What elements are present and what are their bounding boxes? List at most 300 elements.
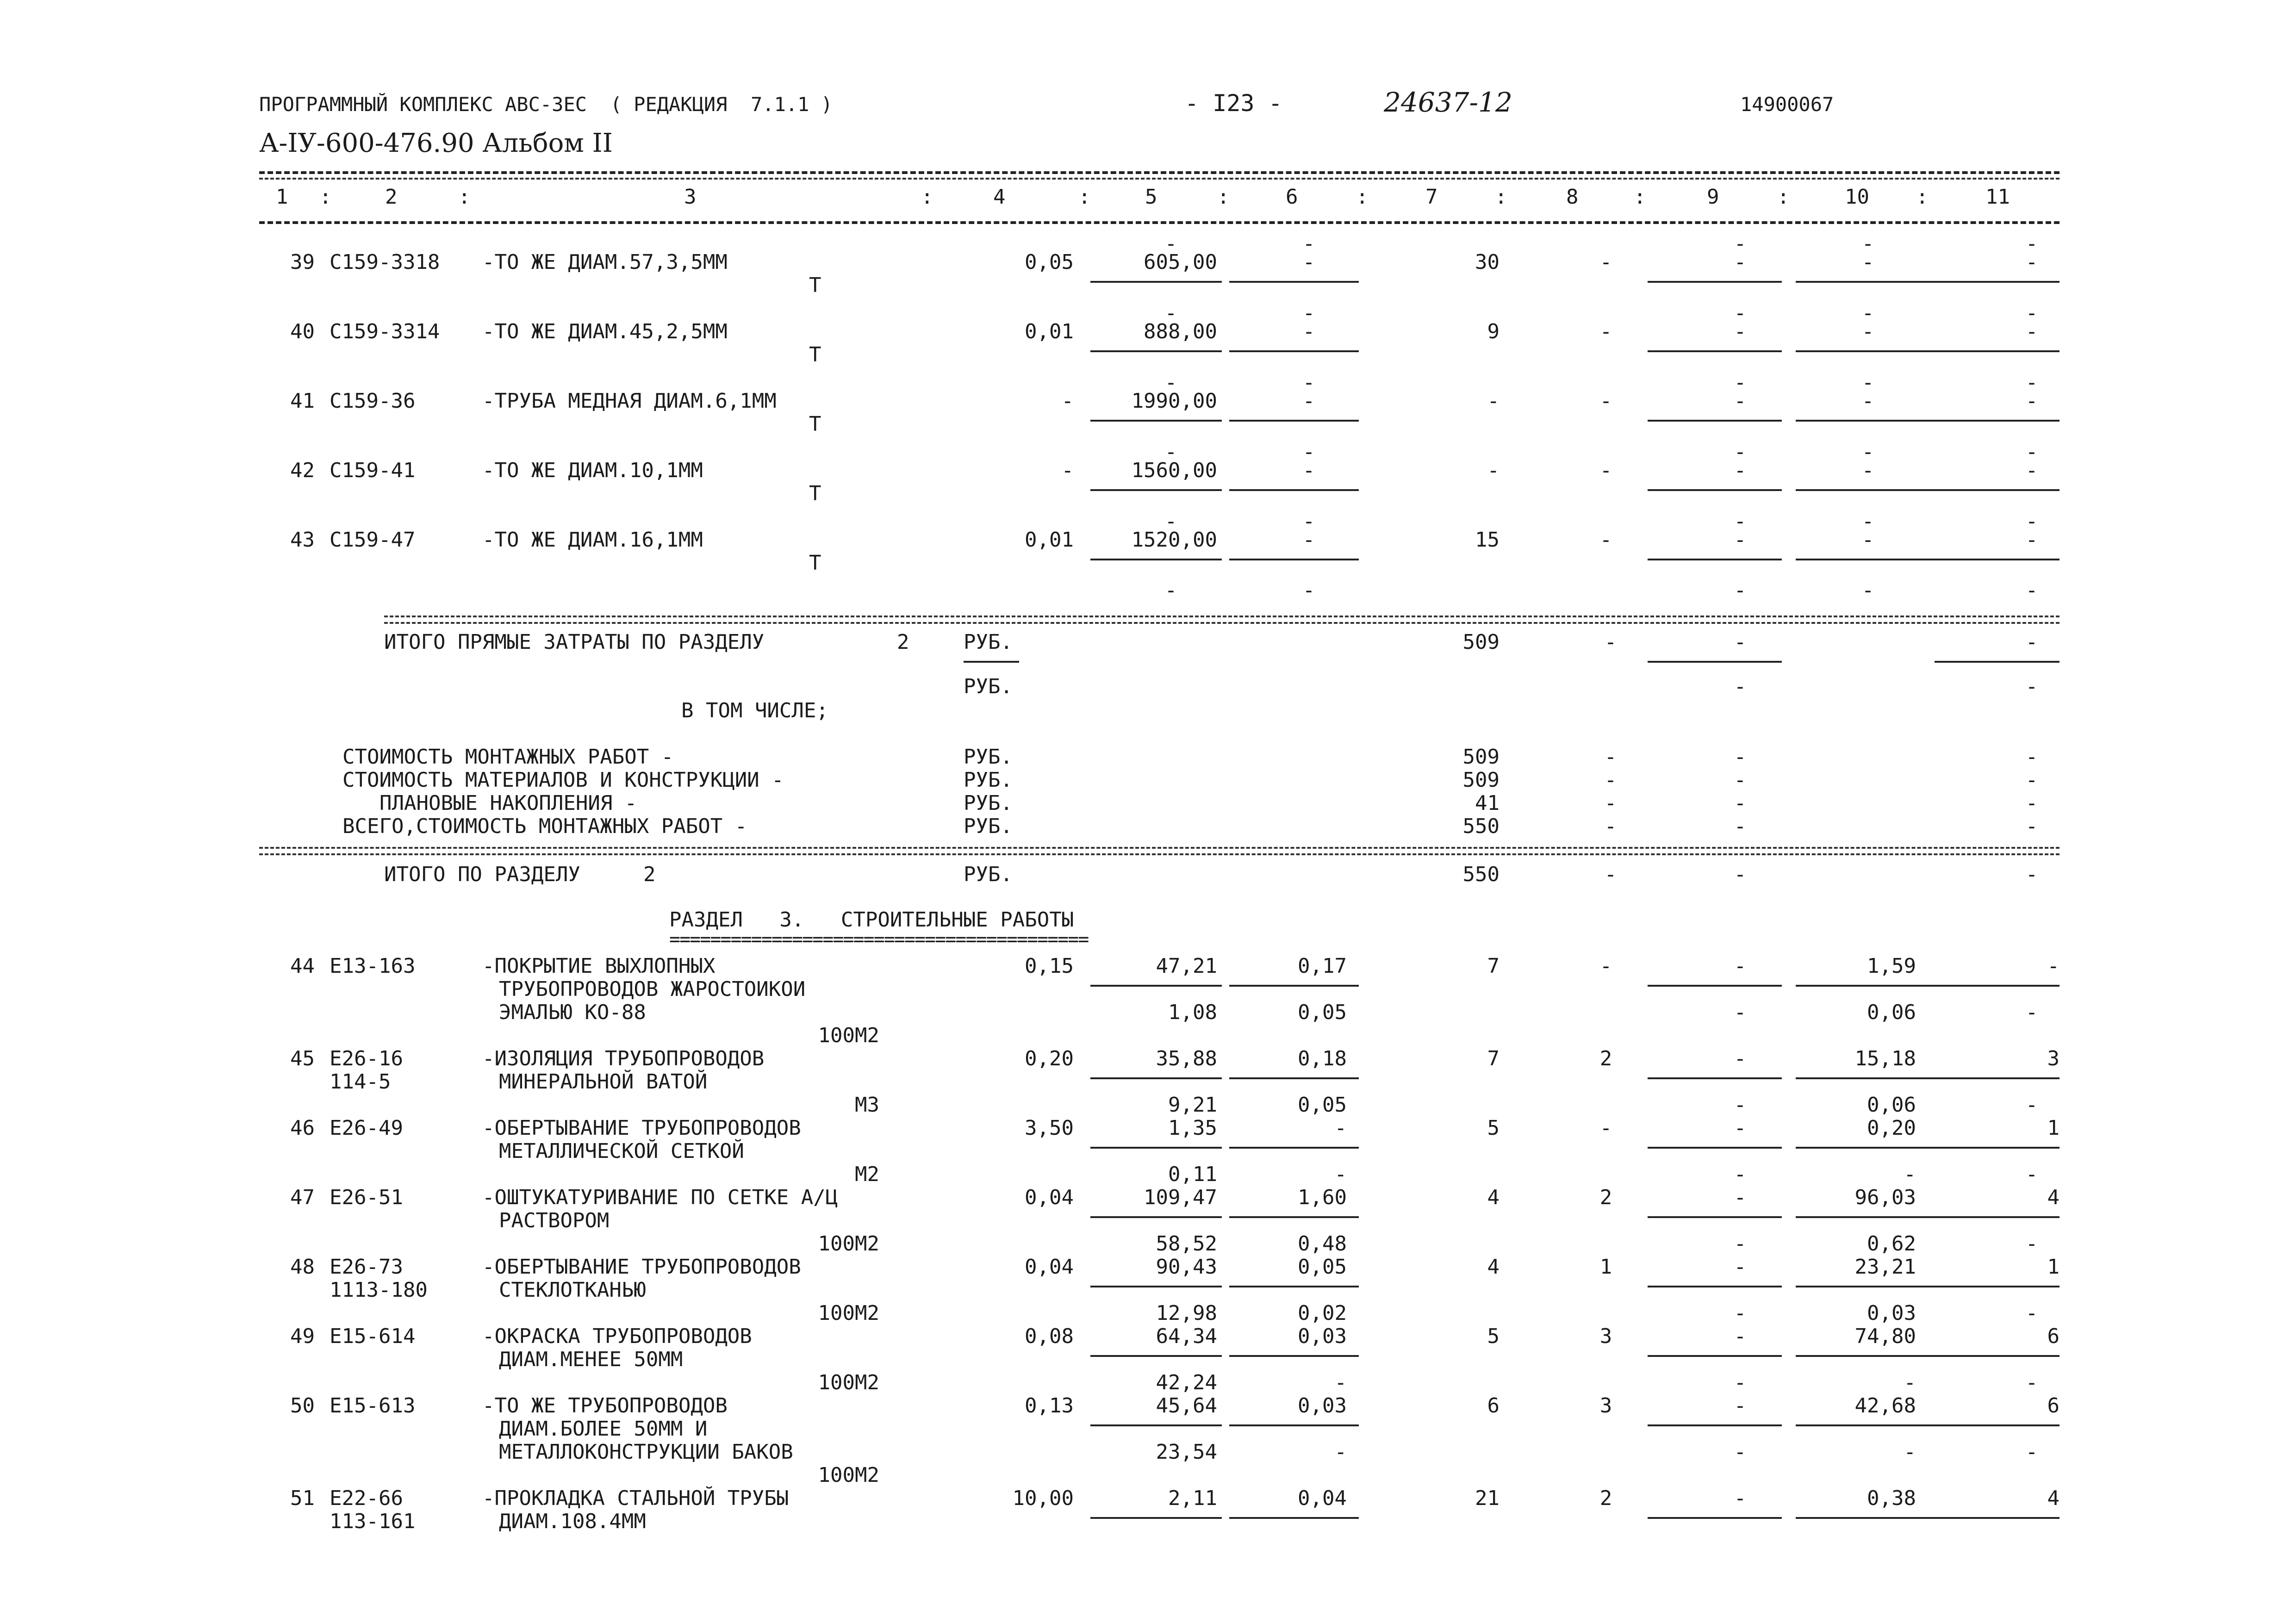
row-unit-cost: 35,88 — [1156, 1047, 1217, 1070]
row-col9: - — [1734, 1186, 1747, 1209]
row-col6: 0,04 — [1298, 1486, 1347, 1510]
col10-top-mark: - — [1861, 232, 1874, 255]
col6-top-mark: - — [1302, 510, 1315, 533]
row-underline — [1229, 1517, 1359, 1519]
row-col9-2: - — [1734, 1093, 1747, 1117]
row-col10: 74,80 — [1854, 1325, 1916, 1348]
col11-top-mark: - — [2025, 232, 2038, 255]
row-col6: 0,03 — [1298, 1394, 1347, 1418]
row-col9: - — [1734, 250, 1747, 274]
section-total-col8: - — [1604, 863, 1617, 886]
col6-top-mark: - — [1302, 232, 1315, 255]
row-underline — [1648, 1216, 1782, 1218]
row-description-2: МИНЕРАЛЬНОЙ ВАТОЙ — [499, 1070, 708, 1094]
column-header: 10 — [1845, 185, 1869, 209]
row-code: Е22-66 — [330, 1486, 403, 1510]
row-col7: 5 — [1487, 1116, 1500, 1140]
row-underline — [1796, 1355, 1935, 1357]
row-unit-cost: 47,21 — [1156, 954, 1217, 978]
row-col11: 1 — [2047, 1255, 2060, 1279]
row-description: -ПОКРЫТИЕ ВЫХЛОПНЫХ — [482, 954, 716, 978]
row-col11: 6 — [2047, 1325, 2060, 1348]
row-col9: - — [1734, 1047, 1747, 1070]
row-col6-2: 0,05 — [1298, 1001, 1347, 1024]
row-quantity: 0,05 — [1025, 250, 1074, 274]
row-code: С159-3314 — [330, 320, 440, 343]
row-number: 40 — [290, 320, 315, 343]
row-unit-cost-2: 9,21 — [1168, 1093, 1217, 1117]
row-underline — [1796, 281, 1935, 283]
page-number: - I23 - — [1185, 90, 1282, 117]
section-total-col11: - — [2025, 863, 2038, 886]
row-col9: - — [1734, 528, 1747, 552]
row-code-2: 113-161 — [330, 1510, 416, 1533]
row-number: 48 — [290, 1255, 315, 1279]
row-col6: - — [1302, 320, 1315, 343]
row-col10: 0,20 — [1867, 1116, 1916, 1140]
row-underline — [1935, 985, 2060, 987]
row-number: 50 — [290, 1394, 315, 1418]
row-col11: 4 — [2047, 1186, 2060, 1209]
row-code: Е13-163 — [330, 954, 416, 978]
document-code: 14900067 — [1740, 93, 1834, 116]
row-underline — [1935, 1517, 2060, 1519]
totals-line-col11: - — [2025, 768, 2038, 792]
row-number: 46 — [290, 1116, 315, 1140]
row-col11: - — [2025, 528, 2038, 552]
totals-line-col8: - — [1604, 745, 1617, 769]
row-underline — [1796, 559, 1935, 560]
row-col7: 6 — [1487, 1394, 1500, 1418]
column-separator: : — [1634, 185, 1646, 209]
row-underline — [1648, 559, 1782, 560]
row-description: -ТО ЖЕ ТРУБОПРОВОДОВ — [482, 1394, 728, 1418]
row-underline — [1935, 1286, 2060, 1287]
row-underline — [1935, 1216, 2060, 1218]
row-number: 45 — [290, 1047, 315, 1070]
table-top-rule — [259, 171, 2060, 174]
col11-top-mark: - — [2025, 301, 2038, 325]
row-col9: - — [1734, 1325, 1747, 1348]
direct-costs-unit: РУБ. — [964, 630, 1013, 654]
row-underline — [1796, 1517, 1935, 1519]
row-underline — [1935, 1077, 2060, 1079]
row-col7: - — [1487, 459, 1500, 482]
row-col9: - — [1734, 320, 1747, 343]
row-quantity: 0,01 — [1025, 320, 1074, 343]
row-quantity: 0,08 — [1025, 1325, 1074, 1348]
row-unit: 100М2 — [818, 1371, 879, 1394]
row-number: 39 — [290, 250, 315, 274]
col9-top-mark: - — [1734, 371, 1747, 394]
row-unit-cost-2: 12,98 — [1156, 1301, 1217, 1325]
row-quantity: 3,50 — [1025, 1116, 1074, 1140]
row-col7: 15 — [1475, 528, 1500, 552]
row-number: 43 — [290, 528, 315, 552]
totals-line-unit: РУБ. — [964, 815, 1013, 838]
col10-tail-mark: - — [1861, 578, 1874, 602]
row-col9-2: - — [1734, 1301, 1747, 1325]
row-underline — [1090, 1355, 1222, 1357]
row-quantity: 0,04 — [1025, 1186, 1074, 1209]
row-number: 44 — [290, 954, 315, 978]
row-col6: - — [1334, 1116, 1347, 1140]
direct-costs-col9: - — [1734, 630, 1747, 654]
row-underline — [1796, 1077, 1935, 1079]
row-underline — [1090, 559, 1222, 560]
column-separator: : — [1916, 185, 1929, 209]
row-underline — [1796, 1286, 1935, 1287]
row-col11-2: - — [2025, 1001, 2038, 1024]
totals-line-label: ПЛАНОВЫЕ НАКОПЛЕНИЯ - — [380, 791, 637, 815]
row-code: С159-41 — [330, 459, 416, 482]
direct-costs-col8: - — [1604, 630, 1617, 654]
row-underline — [1648, 1517, 1782, 1519]
handwritten-number: 24637-12 — [1384, 87, 1512, 118]
totals-line-col8: - — [1604, 815, 1617, 838]
row-underline — [1090, 1517, 1222, 1519]
row-underline — [1229, 1424, 1359, 1426]
row-underline — [1935, 420, 2060, 422]
row-col10-2: - — [1904, 1440, 1916, 1464]
column-header: 9 — [1707, 185, 1719, 209]
row-unit-cost-2: 1,08 — [1168, 1001, 1217, 1024]
column-header: 3 — [684, 185, 697, 209]
row-description-2: МЕТАЛЛИЧЕСКОЙ СЕТКОЙ — [499, 1139, 744, 1163]
row-underline — [1090, 1147, 1222, 1149]
direct-costs-value: 509 — [1462, 630, 1500, 654]
row-col10: - — [1861, 320, 1874, 343]
row-col10: - — [1861, 250, 1874, 274]
totals-line-col8: - — [1604, 768, 1617, 792]
col5-top-mark: - — [1164, 371, 1177, 394]
row-description-2: СТЕКЛОТКАНЬЮ — [499, 1278, 646, 1302]
row-col11-2: - — [2025, 1440, 2038, 1464]
section3-underline: ========================================= — [669, 929, 1089, 950]
row-col9: - — [1734, 1486, 1747, 1510]
row-col6: 0,17 — [1298, 954, 1347, 978]
row-col8: - — [1599, 1116, 1612, 1140]
row-underline — [1090, 1286, 1222, 1287]
row-col9: - — [1734, 1394, 1747, 1418]
row-unit-cost-2: 0,11 — [1168, 1163, 1217, 1186]
row-underline — [1935, 489, 2060, 491]
row-col11: 4 — [2047, 1486, 2060, 1510]
column-separator: : — [1078, 185, 1091, 209]
row-description: -ТО ЖЕ ДИАМ.45,2,5ММ — [482, 320, 728, 343]
row-unit: Т — [809, 343, 821, 367]
row-description: -ТО ЖЕ ДИАМ.16,1ММ — [482, 528, 703, 552]
col11-top-mark: - — [2025, 440, 2038, 464]
row-number: 51 — [290, 1486, 315, 1510]
row-underline — [1229, 281, 1359, 283]
row-underline — [1796, 1147, 1935, 1149]
row-col6-2: - — [1334, 1163, 1347, 1186]
row-underline — [1796, 350, 1935, 352]
totals-line-label: СТОИМОСТЬ МАТЕРИАЛОВ И КОНСТРУКЦИИ - — [342, 768, 784, 792]
row-col7: 4 — [1487, 1255, 1500, 1279]
row-underline — [1796, 420, 1935, 422]
row-code: С159-3318 — [330, 250, 440, 274]
row-underline — [1090, 350, 1222, 352]
row-quantity: 0,20 — [1025, 1047, 1074, 1070]
row-col10-2: 0,62 — [1867, 1232, 1916, 1256]
row-col6: - — [1302, 250, 1315, 274]
row-col7: - — [1487, 389, 1500, 413]
row-unit-cost: 605,00 — [1144, 250, 1217, 274]
row-description-2: ДИАМ.МЕНЕЕ 50ММ — [499, 1348, 683, 1371]
header-bottom-rule — [259, 221, 2060, 224]
row-quantity: 0,15 — [1025, 954, 1074, 978]
row-col11: - — [2025, 250, 2038, 274]
row-col8: - — [1599, 320, 1612, 343]
row-description: -ОКРАСКА ТРУБОПРОВОДОВ — [482, 1325, 752, 1348]
row-description-2: РАСТВОРОМ — [499, 1209, 610, 1232]
section-total-rule-2 — [259, 853, 2060, 855]
section-total-section: 2 — [643, 863, 656, 886]
row-col8: - — [1599, 459, 1612, 482]
row-unit-cost-2: 42,24 — [1156, 1371, 1217, 1394]
row-col11: 6 — [2047, 1394, 2060, 1418]
row-col8: 3 — [1599, 1394, 1612, 1418]
column-header: 5 — [1145, 185, 1157, 209]
row-unit: М2 — [855, 1163, 879, 1186]
column-separator: : — [1217, 185, 1230, 209]
row-unit-cost: 1520,00 — [1131, 528, 1217, 552]
row-underline — [1935, 1147, 2060, 1149]
row-quantity: 0,01 — [1025, 528, 1074, 552]
row-col11-2: - — [2025, 1093, 2038, 1117]
row-underline — [1796, 1216, 1935, 1218]
row-code: Е26-16 — [330, 1047, 403, 1070]
row-underline — [1935, 1355, 2060, 1357]
row-col7: 9 — [1487, 320, 1500, 343]
row-unit-cost: 109,47 — [1144, 1186, 1217, 1209]
row-col9: - — [1734, 954, 1747, 978]
row-col6-2: 0,48 — [1298, 1232, 1347, 1256]
row-code-2: 114-5 — [330, 1070, 391, 1094]
column-separator: : — [1495, 185, 1507, 209]
direct-costs-col11-underline — [1935, 661, 2060, 663]
row-col10-2: 0,03 — [1867, 1301, 1916, 1325]
row-unit: Т — [809, 551, 821, 575]
row-col7: 7 — [1487, 954, 1500, 978]
row-col10: 23,21 — [1854, 1255, 1916, 1279]
row-underline — [1648, 281, 1782, 283]
row-quantity: - — [1061, 389, 1074, 413]
row-unit: Т — [809, 274, 821, 297]
row-col6-2: 0,05 — [1298, 1093, 1347, 1117]
row-col7: 7 — [1487, 1047, 1500, 1070]
row-unit-cost-2: 58,52 — [1156, 1232, 1217, 1256]
row-description: -ОШТУКАТУРИВАНИЕ ПО СЕТКЕ А/Ц — [482, 1186, 838, 1209]
section-total-value: 550 — [1462, 863, 1500, 886]
row-description-3: ЭМАЛЬЮ КО-88 — [499, 1001, 646, 1024]
row-col8: - — [1599, 954, 1612, 978]
album-title: А-IУ-600-476.90 Альбом II — [259, 128, 613, 158]
column-header: 11 — [1985, 185, 2010, 209]
row-quantity: 10,00 — [1012, 1486, 1074, 1510]
totals-line-col11: - — [2025, 791, 2038, 815]
row-description-2: ДИАМ.108.4ММ — [499, 1510, 646, 1533]
column-header: 1 — [276, 185, 288, 209]
col9-top-mark: - — [1734, 510, 1747, 533]
row-quantity: 0,04 — [1025, 1255, 1074, 1279]
column-separator: : — [1777, 185, 1790, 209]
row-col6: - — [1302, 528, 1315, 552]
row-unit: Т — [809, 412, 821, 436]
col11-tail-mark: - — [2025, 578, 2038, 602]
row-unit: 100М2 — [818, 1024, 879, 1047]
row-underline — [1229, 559, 1359, 560]
totals-line-unit: РУБ. — [964, 768, 1013, 792]
row-col8: 2 — [1599, 1047, 1612, 1070]
section-total-col9: - — [1734, 863, 1747, 886]
row-col6: 1,60 — [1298, 1186, 1347, 1209]
direct-costs-section: 2 — [897, 630, 909, 654]
direct-costs-col11: - — [2025, 630, 2038, 654]
totals-line-col8: - — [1604, 791, 1617, 815]
row-underline — [1229, 1077, 1359, 1079]
totals-top-rule-2 — [384, 622, 2060, 624]
col11-top-mark: - — [2025, 371, 2038, 394]
section3-title: РАЗДЕЛ 3. СТРОИТЕЛЬНЫЕ РАБОТЫ — [669, 908, 1074, 932]
row-description-2: ДИАМ.БОЛЕЕ 50ММ И — [499, 1417, 708, 1441]
row-underline — [1648, 1286, 1782, 1287]
row-quantity: 0,13 — [1025, 1394, 1074, 1418]
row-col8: 3 — [1599, 1325, 1612, 1348]
totals-line-value: 509 — [1462, 768, 1500, 792]
col6-top-mark: - — [1302, 301, 1315, 325]
row-col8: - — [1599, 528, 1612, 552]
row-underline — [1090, 281, 1222, 283]
row-number: 41 — [290, 389, 315, 413]
row-unit-cost: 45,64 — [1156, 1394, 1217, 1418]
column-separator: : — [458, 185, 471, 209]
totals-line-col11: - — [2025, 815, 2038, 838]
row-quantity: - — [1061, 459, 1074, 482]
row-code: Е26-51 — [330, 1186, 403, 1209]
row-unit-cost-2: 23,54 — [1156, 1440, 1217, 1464]
row-col8: 2 — [1599, 1186, 1612, 1209]
totals-line-col9: - — [1734, 745, 1747, 769]
row-col9-2: - — [1734, 1163, 1747, 1186]
col6-tail-mark: - — [1302, 578, 1315, 602]
col9-tail-mark: - — [1734, 578, 1747, 602]
row-col11: 3 — [2047, 1047, 2060, 1070]
col5-tail-mark: - — [1164, 578, 1177, 602]
row-unit-cost: 1,35 — [1168, 1116, 1217, 1140]
row-description: -ТО ЖЕ ДИАМ.57,3,5ММ — [482, 250, 728, 274]
totals-line-unit: РУБ. — [964, 791, 1013, 815]
row-unit-cost: 90,43 — [1156, 1255, 1217, 1279]
row-unit-cost: 1990,00 — [1131, 389, 1217, 413]
row-col9-2: - — [1734, 1232, 1747, 1256]
totals-line-label: ВСЕГО,СТОИМОСТЬ МОНТАЖНЫХ РАБОТ - — [342, 815, 747, 838]
col5-top-mark: - — [1164, 440, 1177, 464]
row-col7: 5 — [1487, 1325, 1500, 1348]
col9-top-mark: - — [1734, 232, 1747, 255]
row-col10-2: - — [1904, 1163, 1916, 1186]
row-col10: 0,38 — [1867, 1486, 1916, 1510]
row-description: -ТО ЖЕ ДИАМ.10,1ММ — [482, 459, 703, 482]
row-underline — [1229, 1355, 1359, 1357]
row-code: Е26-73 — [330, 1255, 403, 1279]
row-col10: 42,68 — [1854, 1394, 1916, 1418]
row-col11-2: - — [2025, 1163, 2038, 1186]
row-col11-2: - — [2025, 1301, 2038, 1325]
row-description: -ПРОКЛАДКА СТАЛЬНОЙ ТРУБЫ — [482, 1486, 789, 1510]
row-underline — [1229, 350, 1359, 352]
incl-col9: - — [1734, 675, 1747, 698]
row-unit-cost: 1560,00 — [1131, 459, 1217, 482]
row-underline — [1090, 1424, 1222, 1426]
row-col9: - — [1734, 1255, 1747, 1279]
row-description-3: МЕТАЛЛОКОНСТРУКЦИИ БАКОВ — [499, 1440, 793, 1464]
row-col6: - — [1302, 389, 1315, 413]
col5-top-mark: - — [1164, 301, 1177, 325]
row-number: 42 — [290, 459, 315, 482]
totals-line-label: СТОИМОСТЬ МОНТАЖНЫХ РАБОТ - — [342, 745, 674, 769]
col10-top-mark: - — [1861, 440, 1874, 464]
row-number: 47 — [290, 1186, 315, 1209]
totals-line-col9: - — [1734, 768, 1747, 792]
row-underline — [1229, 1216, 1359, 1218]
row-col9-2: - — [1734, 1001, 1747, 1024]
col10-top-mark: - — [1861, 301, 1874, 325]
incl-col11: - — [2025, 675, 2038, 698]
row-underline — [1090, 420, 1222, 422]
row-underline — [1648, 420, 1782, 422]
totals-line-value: 509 — [1462, 745, 1500, 769]
row-col8: - — [1599, 250, 1612, 274]
row-description-2: ТРУБОПРОВОДОВ ЖАРОСТОИКОИ — [499, 977, 806, 1001]
col5-top-mark: - — [1164, 510, 1177, 533]
row-underline — [1229, 420, 1359, 422]
column-header: 7 — [1425, 185, 1438, 209]
row-underline — [1648, 1077, 1782, 1079]
totals-line-value: 550 — [1462, 815, 1500, 838]
row-col11: - — [2025, 320, 2038, 343]
row-col6-2: 0,02 — [1298, 1301, 1347, 1325]
row-code: Е15-614 — [330, 1325, 416, 1348]
section-total-label: ИТОГО ПО РАЗДЕЛУ — [384, 863, 580, 886]
row-col9: - — [1734, 1116, 1747, 1140]
row-unit: М3 — [855, 1093, 879, 1117]
row-description: -ОБЕРТЫВАНИЕ ТРУБОПРОВОДОВ — [482, 1255, 801, 1279]
row-col8: 2 — [1599, 1486, 1612, 1510]
row-col8: - — [1599, 389, 1612, 413]
totals-top-rule — [384, 616, 2060, 617]
row-underline — [1229, 1286, 1359, 1287]
row-unit: 100М2 — [818, 1463, 879, 1487]
direct-costs-label: ИТОГО ПРЯМЫЕ ЗАТРАТЫ ПО РАЗДЕЛУ — [384, 630, 765, 654]
row-underline — [1090, 1077, 1222, 1079]
totals-line-col11: - — [2025, 745, 2038, 769]
row-underline — [1648, 1147, 1782, 1149]
row-unit: 100М2 — [818, 1232, 879, 1256]
row-code: С159-36 — [330, 389, 416, 413]
row-code: С159-47 — [330, 528, 416, 552]
row-col6: 0,03 — [1298, 1325, 1347, 1348]
row-underline — [1935, 559, 2060, 560]
row-col9-2: - — [1734, 1440, 1747, 1464]
section-total-rule — [259, 847, 2060, 849]
column-separator: : — [1356, 185, 1369, 209]
row-col10: - — [1861, 459, 1874, 482]
row-underline — [1090, 489, 1222, 491]
column-separator: : — [921, 185, 933, 209]
